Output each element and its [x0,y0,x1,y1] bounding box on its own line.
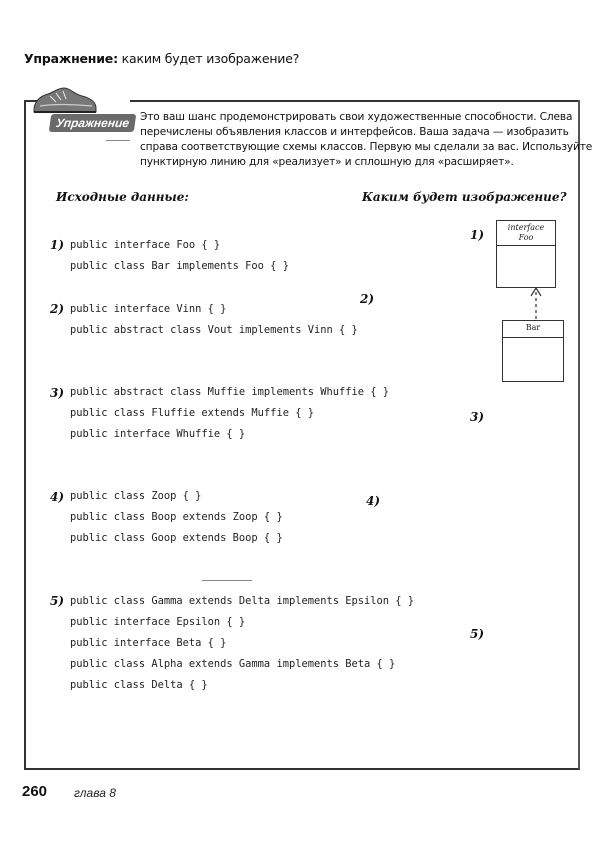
exercise-1-number: 1) [50,238,65,252]
answer-1-number: 1) [470,228,485,242]
exercise-3-line-2: public class Fluffie extends Muffie { } [70,407,314,419]
exercise-4-line-1: public class Zoop { } [70,490,202,502]
badge-underline [106,140,130,141]
answer-2-number: 2) [360,292,375,306]
exercise-5-line-1: public class Gamma extends Delta implements Epsilon { } [70,595,415,607]
exercise-1-line-2: public class Bar implements Foo { } [70,260,289,272]
exercise-2-line-2: public abstract class Vout implements Vinn { } [70,324,358,336]
exercise-3-line-3: public interface Whuffie { } [70,428,246,440]
uml-bar-name: Bar [525,323,541,332]
page-number: 260 [22,783,48,800]
uml-bar-divider [503,337,563,338]
intro-text [140,110,593,170]
exercise-5-line-2: public interface Epsilon { } [70,616,246,628]
heading-bold: Упражнение: [24,51,118,66]
answer-4-number: 4) [366,494,381,508]
heading-rest: каким будет изображение? [117,51,300,66]
exercise-3-line-1: public abstract class Muffie implements Whuffie { } [70,386,390,398]
uml-interface-foo [496,220,556,288]
implements-arrow-icon [526,286,546,322]
intro-line-1: Это ваш шанс продемонстрировать свои художественные способности. Слева [140,111,573,123]
exercise-5-line-4: public class Alpha extends Gamma implements Beta { } [70,658,396,670]
chapter-label: глава 8 [74,786,116,800]
uml-foo-divider [497,245,555,246]
exercise-2-number: 2) [50,302,65,316]
exercise-badge: Упражнение [49,114,137,132]
intro-line-4: пунктирную линию для «реализует» и сплошную для «расширяет». [140,156,514,168]
given-heading: Исходные данные: [56,190,189,204]
result-heading: Каким будет изображение? [362,190,567,204]
uml-class-bar [502,320,564,382]
exercise-2-line-1: public interface Vinn { } [70,303,227,315]
separator-line [202,580,252,581]
exercise-5-line-3: public interface Beta { } [70,637,227,649]
exercise-5-number: 5) [50,594,65,608]
intro-line-2: перечислены объявления классов и интерфейсов. Ваша задача — изобразить [140,126,569,138]
exercise-4-number: 4) [50,490,65,504]
exercise-4-line-2: public class Boop extends Zoop { } [70,511,283,523]
exercise-3-number: 3) [50,386,65,400]
page-heading [24,51,299,66]
uml-foo-stereotype: interface [507,223,545,232]
intro-line-3: справа соответствующие схемы классов. Первую мы сделали за вас. Используйте [140,141,593,153]
exercise-4-line-3: public class Goop extends Boop { } [70,532,283,544]
answer-5-number: 5) [470,627,485,641]
frame-top-right [130,100,578,102]
exercise-1-line-1: public interface Foo { } [70,239,221,251]
uml-foo-name: Foo [518,233,534,242]
exercise-5-line-5: public class Delta { } [70,679,208,691]
answer-3-number: 3) [470,410,485,424]
sneaker-icon [30,82,100,118]
